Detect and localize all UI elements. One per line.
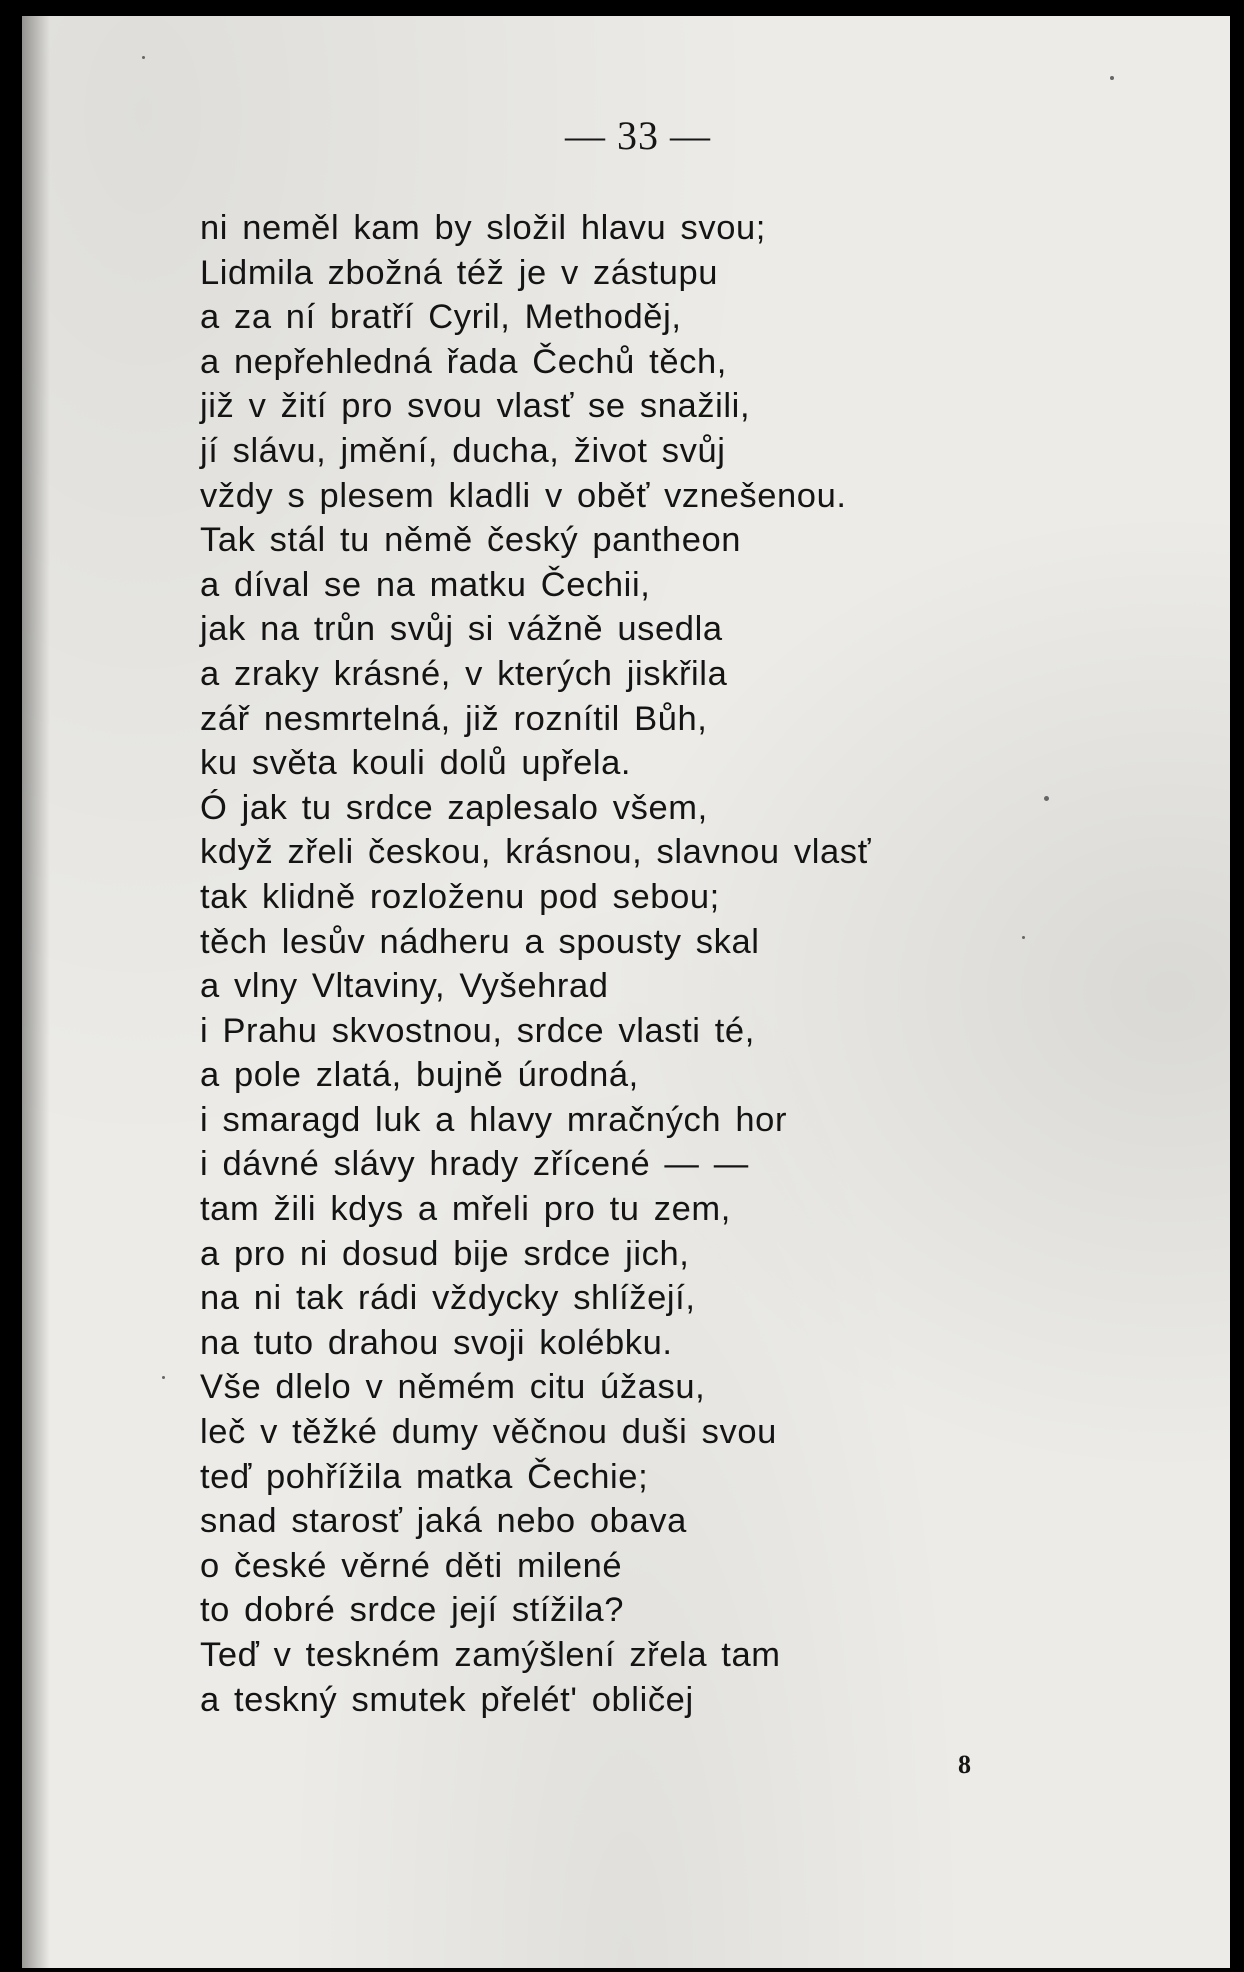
poem-line: jí slávu, jmění, ducha, život svůj [200, 431, 726, 470]
poem-line: a pro ni dosud bije srdce jich, [200, 1234, 690, 1273]
poem-line: a teskný smutek přelét' obličej [200, 1680, 694, 1719]
poem-line: na tuto drahou svoji kolébku. [200, 1323, 673, 1362]
spine-shadow [22, 16, 50, 1968]
speck [142, 56, 145, 59]
poem-line: Teď v teskném zamýšlení zřela tam [200, 1636, 781, 1674]
poem-line: ku světa kouli dolů upřela. [200, 744, 632, 783]
poem-line: i dávné slávy hrady zřícené — — [200, 1145, 749, 1184]
poem-line: o české věrné děti milené [200, 1546, 623, 1585]
poem-line: Lidmila zbožná též je v zástupu [200, 253, 719, 292]
poem-line: Ó jak tu srdce zaplesalo všem, [200, 788, 708, 827]
poem-line: zář nesmrtelná, již roznítil Bůh, [200, 699, 708, 738]
poem-line: tam žili kdys a mřeli pro tu zem, [200, 1190, 731, 1229]
poem-line: a díval se na matku Čechii, [200, 565, 651, 604]
page-number: — 33 — [565, 113, 711, 158]
poem-line: teď pohřížila matka Čechie; [200, 1457, 649, 1496]
poem-line: těch lesův nádheru a spousty skal [200, 922, 760, 961]
poem-line: vždy s plesem kladli v oběť vznešenou. [200, 476, 847, 515]
poem-line: a za ní bratří Cyril, Methoděj, [200, 298, 682, 337]
poem-line: na ni tak rádi vždycky shlížejí, [200, 1279, 696, 1318]
poem-line: i smaragd luk a hlavy mračných hor [200, 1100, 788, 1139]
poem-line: snad starosť jaká nebo obava [200, 1502, 687, 1541]
poem-line: již v žití pro svou vlasť se snažili, [200, 387, 751, 426]
poem-line: když zřeli českou, krásnou, slavnou vlasť [200, 833, 872, 872]
speck [1110, 76, 1114, 80]
poem-line: a pole zlatá, bujně úrodná, [200, 1056, 639, 1095]
poem-line: tak klidně rozloženu pod sebou; [200, 877, 720, 916]
speck [162, 1376, 165, 1379]
poem-line: ni neměl kam by složil hlavu svou; [200, 209, 766, 247]
poem-line: Tak stál tu němě český pantheon [200, 521, 742, 560]
poem-line: a vlny Vltaviny, Vyšehrad [200, 967, 609, 1006]
poem-line: i Prahu skvostnou, srdce vlasti té, [200, 1011, 755, 1050]
printer-signature-mark: 8 [958, 1750, 971, 1779]
poem-line: to dobré srdce její stížila? [200, 1591, 624, 1630]
poem-line: a nepřehledná řada Čechů těch, [200, 342, 727, 381]
poem-line: a zraky krásné, v kterých jiskřila [200, 654, 728, 693]
poem-line: jak na trůn svůj si vážně usedla [200, 610, 723, 649]
poem-line: leč v těžké dumy věčnou duši svou [200, 1413, 777, 1452]
poem-text [200, 206, 1080, 1722]
poem-line: Vše dlelo v němém citu úžasu, [200, 1368, 706, 1407]
